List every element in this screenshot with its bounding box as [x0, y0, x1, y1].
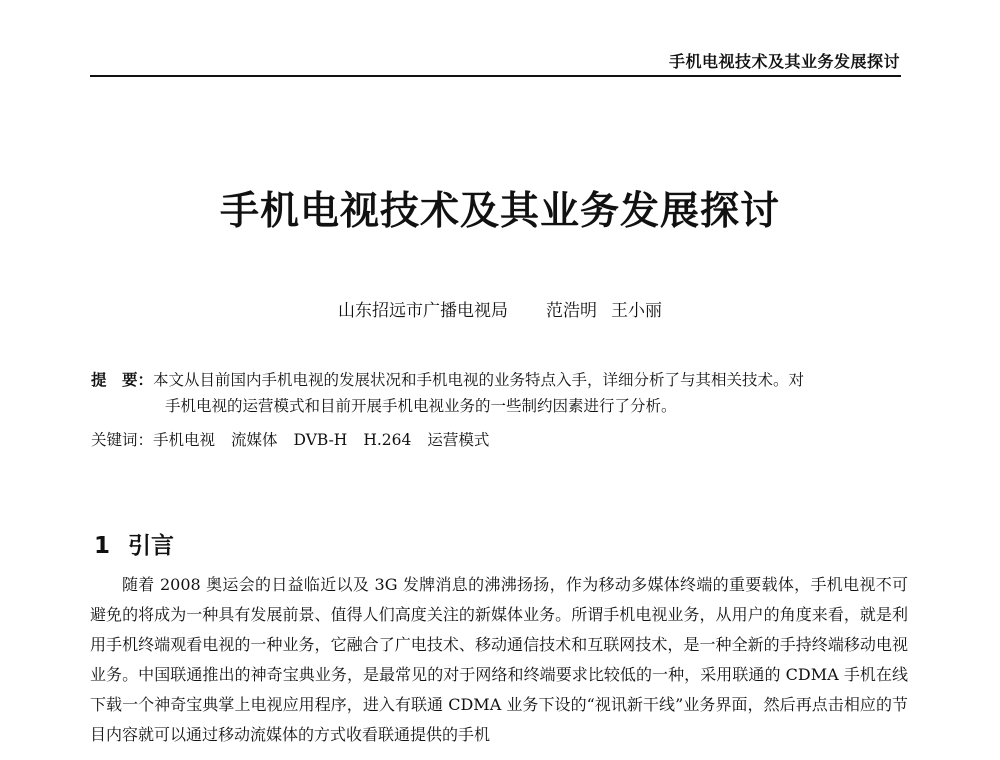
- abstract: [91, 367, 911, 419]
- keyword: 流媒体: [231, 431, 278, 449]
- author-affiliation: 山东招远市广播电视局: [338, 301, 508, 321]
- running-head: 手机电视技术及其业务发展探讨: [668, 52, 900, 71]
- section-heading: [94, 527, 174, 560]
- keyword: H.264: [363, 431, 412, 449]
- body-paragraph: 随着 2008 奥运会的日益临近以及 3G 发牌消息的沸沸扬扬，作为移动多媒体终端的重要载体，手机电视不可避免的将成为一种具有发展前景、值得人们高度关注的新媒体业务。所谓手机电视业务，从用户的角度来看，就是利用手机终端观看电视的一种业务，它融合了广电技术、移动通信技术和互联网技术，是一种全新的手持终端移动电视业务。中国联通推出的神奇宝典业务，是最常见的对于网络和终端要求比较低的一种，采用联通的 CDMA 手机在线下载一个神奇宝典掌上电视应用程序，进入有联通 CDMA 业务下设的“视讯新干线”业务界面，然后再点击相应的节目内容就可以通过移动流媒体的方式收看联通提供的手机: [90, 575, 908, 744]
- section-number: 1: [94, 533, 111, 559]
- paper-title: 手机电视技术及其业务发展探讨: [219, 188, 780, 234]
- author-name: 王小丽: [611, 301, 662, 321]
- body-text: [90, 570, 908, 750]
- keyword: 手机电视: [153, 431, 216, 449]
- section-title: 引言: [128, 533, 175, 559]
- abstract-line: [91, 367, 911, 393]
- abstract-label: 提 要：: [91, 371, 154, 389]
- keywords: [91, 428, 911, 450]
- abstract-text: 本文从目前国内手机电视的发展状况和手机电视的业务特点入手，详细分析了与其相关技术。对: [153, 371, 805, 389]
- abstract-line: 手机电视的运营模式和目前开展手机电视业务的一些制约因素进行了分析。: [165, 397, 677, 415]
- keyword: 运营模式: [427, 431, 490, 449]
- author-name: 范浩明: [546, 301, 597, 321]
- author-line: [0, 296, 1000, 321]
- keyword: DVB-H: [293, 431, 348, 449]
- keywords-label: 关键词：: [91, 431, 154, 449]
- header-rule: [90, 75, 901, 77]
